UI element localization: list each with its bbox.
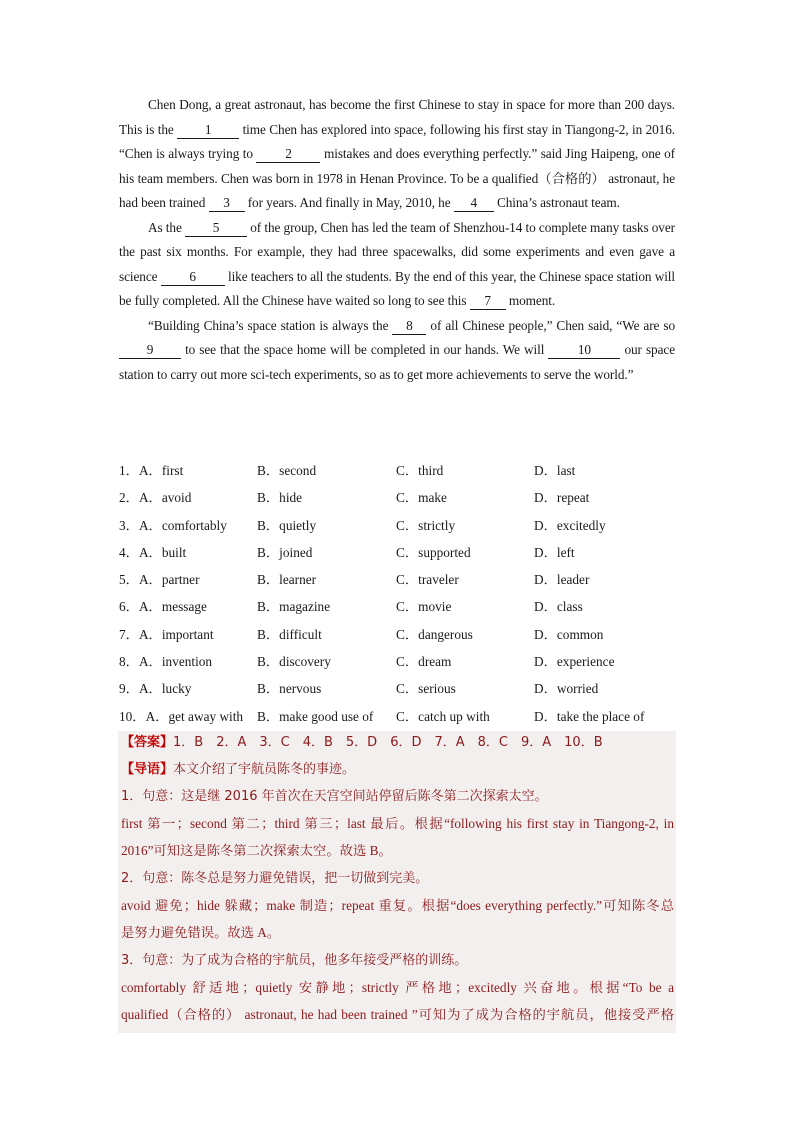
intro-label: 【导语】 — [121, 762, 174, 777]
option-row: 10．A．get away with B．make good use of C．catch up with D．take the place of — [119, 703, 679, 730]
option-b: B．quietly — [257, 517, 317, 533]
option-d: D．class — [534, 599, 583, 615]
option-c: C．catch up with — [396, 708, 490, 724]
blank-10: 10 — [548, 342, 620, 359]
option-a: A．built — [138, 544, 187, 560]
answer-section — [118, 731, 676, 1033]
option-d: D．worried — [534, 681, 599, 697]
option-b: B．discovery — [257, 654, 331, 670]
option-b: B．difficult — [257, 626, 322, 642]
option-c: C．strictly — [396, 517, 456, 533]
blank-5: 5 — [185, 220, 247, 237]
intro-text: 本文介绍了宇航员陈冬的事迹。 — [173, 762, 356, 777]
option-b: B．second — [257, 463, 317, 478]
option-a: A．partner — [138, 572, 200, 588]
option-d: D．leader — [534, 572, 590, 588]
option-c: C．serious — [396, 681, 456, 697]
intro — [118, 758, 357, 782]
explanation-1-analysis-line-2: 2016”可知这是陈冬第二次探索太空。故选 B。 — [121, 843, 392, 858]
option-row: 6．A．message B．magazine C．movie D．class — [119, 593, 679, 620]
blank-3: 3 — [209, 195, 245, 212]
option-b: B．make good use of — [257, 708, 374, 724]
option-row: 3．A．comfortably B．quietly C．strictly D．excitedly — [119, 512, 679, 539]
blank-2: 2 — [256, 146, 320, 163]
option-d: D．common — [534, 626, 604, 642]
option-a: A．important — [138, 626, 214, 642]
cloze-passage — [119, 93, 675, 387]
blank-1: 1 — [177, 122, 239, 139]
option-d: D．excitedly — [534, 517, 606, 533]
explanation-2-analysis-line-2: 是努力避免错误。故选 A。 — [121, 925, 281, 940]
option-a: A．first — [138, 463, 184, 478]
option-d: D．last — [534, 463, 576, 478]
explanation-2-analysis-line-1: avoid 避免；hide 躲藏；make 制造；repeat 重复。根据“does everything perfectly.”可知陈冬总 — [121, 898, 674, 913]
blank-9: 9 — [119, 342, 181, 359]
blank-8: 8 — [392, 318, 426, 335]
option-row: 2．A．avoid B．hide C．make D．repeat — [119, 484, 679, 511]
option-a: A．get away with — [145, 708, 244, 724]
option-d: D．experience — [534, 654, 615, 670]
paragraph-1: Chen Dong, a great astronaut, has become the first Chinese to stay in space for more than 200 days. This is the 1 time Chen has explored into space, following his first stay in Tiangong-2, in 2016. “Chen is always trying to 2 mistakes and does everything perfectly.” said Jing Haipeng, one of his team members. Chen was born in 1978 in Henan Province. To be a qualified（合格的） astronaut, he had been trained 3 for years. And finally in May, 2010, he 4 China’s astronaut team. — [119, 97, 675, 210]
options-list — [119, 457, 679, 730]
paragraph-2: As the 5 of the group, Chen has led the team of Shenzhou-14 to complete many tasks over the past six months. For example, they had three spacewalks, did some experiments and even gave a science 6 like teachers to all the students. By the end of this year, the Chinese space station will be fully completed. All the Chinese have waited so long to see this 7 moment. — [119, 219, 675, 308]
option-a: A．comfortably — [138, 517, 227, 533]
option-b: B．learner — [257, 572, 317, 588]
option-d: D．left — [534, 544, 575, 560]
paragraph-3: “Building China’s space station is always the 8 of all Chinese people,” Chen said, “We are so 9 to see that the space home will be completed in our hands. We will 10 our space station to carry out more sci-tech experiments, so as to get more achievements to serve the world.” — [119, 317, 675, 382]
option-row: 7．A．important B．difficult C．dangerous D．common — [119, 621, 679, 648]
option-b: B．magazine — [257, 599, 331, 615]
option-row: 9．A．lucky B．nervous C．serious D．worried — [119, 675, 679, 702]
explanation-1-analysis-line-1: first 第一；second 第二；third 第三；last 最后。根据“following his first stay in Tiangong-2, in — [121, 816, 674, 831]
option-d: D．repeat — [534, 490, 590, 506]
blank-7: 7 — [470, 293, 506, 310]
option-b: B．joined — [257, 544, 313, 560]
explanation-1-meaning: 1．句意：这是继 2016 年首次在天宫空间站停留后陈冬第二次探索太空。 — [121, 789, 548, 804]
answer-key-text: 1．B 2．A 3．C 4．B 5．D 6．D 7．A 8．C 9．A 10．B — [173, 735, 603, 750]
explanation-3-analysis-line-1: comfortably 舒适地；quietly 安静地；strictly 严格地；excitedly 兴奋地。根据“To be a — [121, 980, 674, 995]
option-d: D．take the place of — [534, 708, 645, 724]
option-row: 8．A．invention B．discovery C．dream D．experience — [119, 648, 679, 675]
option-c: C．supported — [396, 544, 471, 560]
option-c: C．third — [396, 463, 444, 478]
option-c: C．dangerous — [396, 626, 473, 642]
explanation-3-meaning: 3．句意：为了成为合格的宇航员，他多年接受严格的训练。 — [121, 953, 468, 968]
option-row: 5．A．partner B．learner C．traveler D．leader — [119, 566, 679, 593]
option-c: C．traveler — [396, 572, 459, 588]
answer-label: 【答案】 — [121, 735, 174, 750]
option-c: C．dream — [396, 654, 452, 670]
option-a: A．invention — [138, 654, 213, 670]
explanation-3-analysis-line-2: qualified（合格的） astronaut, he had been trained ”可知为了成为合格的宇航员，他接受严格 — [121, 1007, 674, 1022]
option-b: B．hide — [257, 490, 303, 506]
explanation-2-meaning: 2．句意：陈冬总是努力避免错误，把一切做到完美。 — [121, 871, 429, 886]
option-a: A．message — [138, 599, 207, 615]
blank-6: 6 — [161, 269, 225, 286]
option-c: C．movie — [396, 599, 452, 615]
option-a: A．avoid — [138, 490, 192, 506]
option-c: C．make — [396, 490, 447, 506]
option-a: A．lucky — [138, 681, 192, 697]
option-row: 4．A．built B．joined C．supported D．left — [119, 539, 679, 566]
option-b: B．nervous — [257, 681, 322, 697]
option-row: 1．A．first B．second C．third D．last — [119, 457, 679, 484]
blank-4: 4 — [454, 195, 494, 212]
answer-key — [118, 731, 605, 755]
